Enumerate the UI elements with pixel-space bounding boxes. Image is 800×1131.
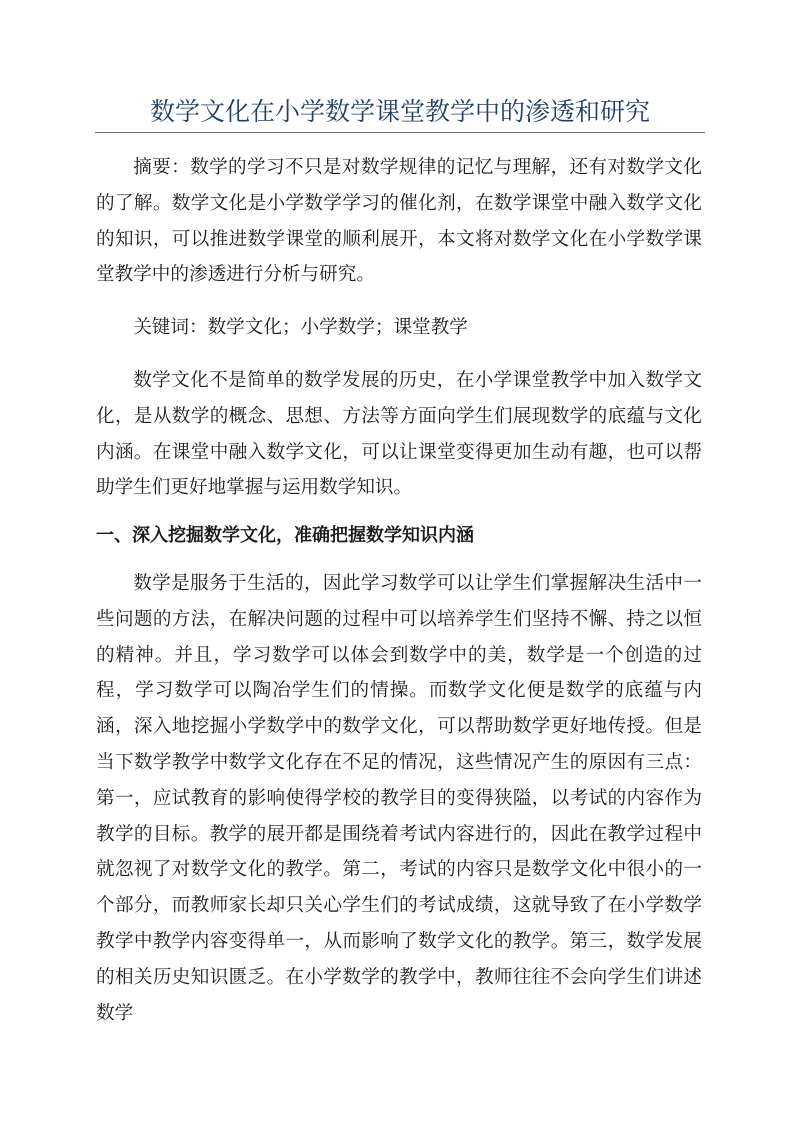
section-body-paragraph: 数学是服务于生活的，因此学习数学可以让学生们掌握解决生活中一些问题的方法，在解决问题的过程中可以培养学生们坚持不懈、持之以恒的精神。并且，学习数学可以体会到数学中的美，数学是一个创造的过程，学习数学可以陶冶学生们的情操。而数学文化便是数学的底蕴与内涵，深入地挖掘小学数学中的数学文化，可以帮助数学更好地传授。但是当下数学教学中数学文化存在不足的情况，这些情况产生的原因有三点：第一，应试教育的影响使得学校的教学目的变得狭隘，以考试的内容作为教学的目标。教学的展开都是围绕着考试内容进行的，因此在教学过程中就忽视了对数学文化的教学。第二，考试的内容只是数学文化中很小的一个部分，而教师家长却只关心学生们的考试成绩，这就导致了在小学数学教学中教学内容变得单一，从而影响了数学文化的教学。第三，数学发展的相关历史知识匮乏。在小学数学的教学中，教师往往不会向学生们讲述数学 [96,572,702,1024]
document-body [96,150,702,1031]
intro-paragraph: 数学文化不是简单的数学发展的历史，在小学课堂教学中加入数学文化，是从数学的概念、思想、方法等方面向学生们展现数学的底蕴与文化内涵。在课堂中融入数学文化，可以让课堂变得更加生动有趣，也可以帮助学生们更好地掌握与运用数学知识。 [96,369,702,499]
keywords-paragraph: 关键词：数学文化；小学数学；课堂教学 [133,317,468,339]
section-heading: 一、深入挖掘数学文化，准确把握数学知识内涵 [96,525,474,547]
document-title: 数学文化在小学数学课堂教学中的渗透和研究 [149,97,650,126]
abstract-paragraph: 摘要：数学的学习不只是对数学规律的记忆与理解，还有对数学文化的了解。数学文化是小学数学学习的催化剂，在数学课堂中融入数学文化的知识，可以推进数学课堂的顺利展开，本文将对数学文化在小学数学课堂教学中的渗透进行分析与研究。 [96,157,702,286]
title-divider [95,132,705,133]
